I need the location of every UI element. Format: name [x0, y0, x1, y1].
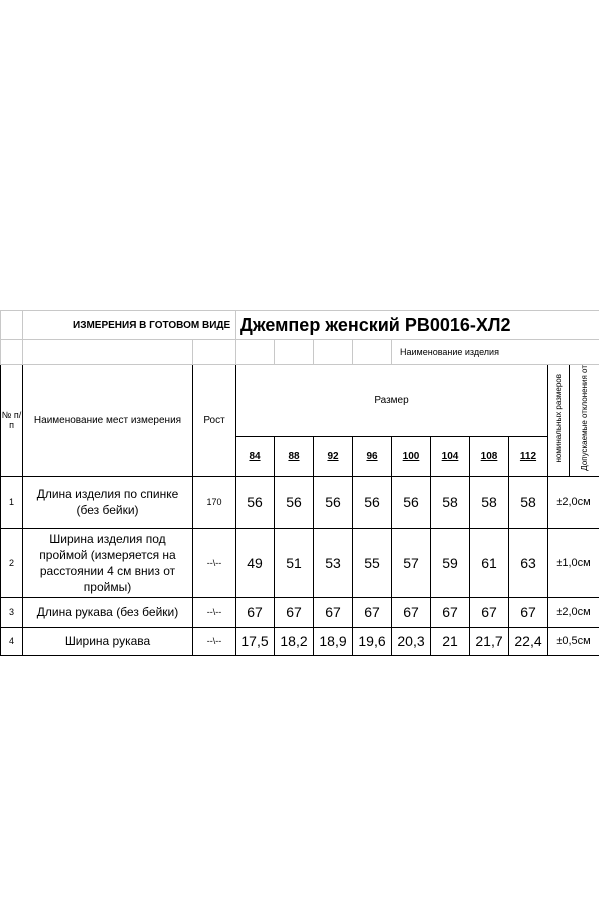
col-size-header: Размер [236, 365, 548, 437]
header-row [1, 365, 599, 437]
size-104: 104 [431, 437, 470, 477]
size-108: 108 [470, 437, 509, 477]
row-value: 17,5 [236, 627, 275, 655]
size-92: 92 [314, 437, 353, 477]
row-value: 67 [470, 597, 509, 627]
row-value: 61 [470, 528, 509, 597]
row-value: 21 [431, 627, 470, 655]
corner-cell [1, 311, 23, 340]
row-num: 1 [1, 476, 23, 528]
row-height: --\-- [193, 528, 236, 597]
row-value: 56 [392, 476, 431, 528]
table-row [1, 476, 599, 528]
row-value: 21,7 [470, 627, 509, 655]
measurement-sheet [0, 310, 599, 656]
row-value: 20,3 [392, 627, 431, 655]
row-name: Длина изделия по спинке (без бейки) [23, 476, 193, 528]
row-tolerance: ±1,0см [548, 528, 599, 597]
table-row [1, 597, 599, 627]
row-value: 49 [236, 528, 275, 597]
row-value: 59 [431, 528, 470, 597]
row-num: 3 [1, 597, 23, 627]
table-row [1, 528, 599, 597]
size-96: 96 [353, 437, 392, 477]
row-value: 56 [275, 476, 314, 528]
row-value: 58 [509, 476, 548, 528]
col-place-header: Наименование мест измерения [23, 365, 193, 477]
row-value: 63 [509, 528, 548, 597]
row-name: Ширина изделия под проймой (измеряется на расстоянии 4 см вниз от проймы) [23, 528, 193, 597]
product-name-row [1, 340, 599, 365]
row-num: 2 [1, 528, 23, 597]
row-value: 67 [431, 597, 470, 627]
row-tolerance: ±0,5см [548, 627, 599, 655]
col-deviation-b-header: номинальных размеров [548, 365, 570, 477]
row-value: 67 [353, 597, 392, 627]
title-row [1, 311, 599, 340]
row-value: 22,4 [509, 627, 548, 655]
row-value: 55 [353, 528, 392, 597]
row-value: 56 [236, 476, 275, 528]
measurements-title: ИЗМЕРЕНИЯ В ГОТОВОМ ВИДЕ [23, 311, 236, 340]
col-deviation-a-header: Допускаемые отклонения от [570, 365, 599, 477]
row-value: 53 [314, 528, 353, 597]
row-value: 51 [275, 528, 314, 597]
row-value: 67 [392, 597, 431, 627]
row-value: 58 [470, 476, 509, 528]
product-title: Джемпер женский РВ0016-ХЛ2 [236, 311, 599, 340]
row-value: 67 [275, 597, 314, 627]
row-height: 170 [193, 476, 236, 528]
row-value: 58 [431, 476, 470, 528]
size-88: 88 [275, 437, 314, 477]
size-84: 84 [236, 437, 275, 477]
row-tolerance: ±2,0см [548, 597, 599, 627]
row-value: 56 [314, 476, 353, 528]
row-height: --\-- [193, 597, 236, 627]
size-100: 100 [392, 437, 431, 477]
size-112: 112 [509, 437, 548, 477]
row-num: 4 [1, 627, 23, 655]
col-num-header: № п/п [1, 365, 23, 477]
row-value: 57 [392, 528, 431, 597]
row-value: 19,6 [353, 627, 392, 655]
row-tolerance: ±2,0см [548, 476, 599, 528]
measurement-table [0, 310, 599, 656]
row-value: 67 [509, 597, 548, 627]
row-name: Ширина рукава [23, 627, 193, 655]
row-value: 18,2 [275, 627, 314, 655]
row-value: 18,9 [314, 627, 353, 655]
col-height-header: Рост [193, 365, 236, 477]
row-height: --\-- [193, 627, 236, 655]
row-value: 56 [353, 476, 392, 528]
row-value: 67 [236, 597, 275, 627]
product-name-label: Наименование изделия [392, 340, 599, 365]
row-name: Длина рукава (без бейки) [23, 597, 193, 627]
table-row [1, 627, 599, 655]
row-value: 67 [314, 597, 353, 627]
